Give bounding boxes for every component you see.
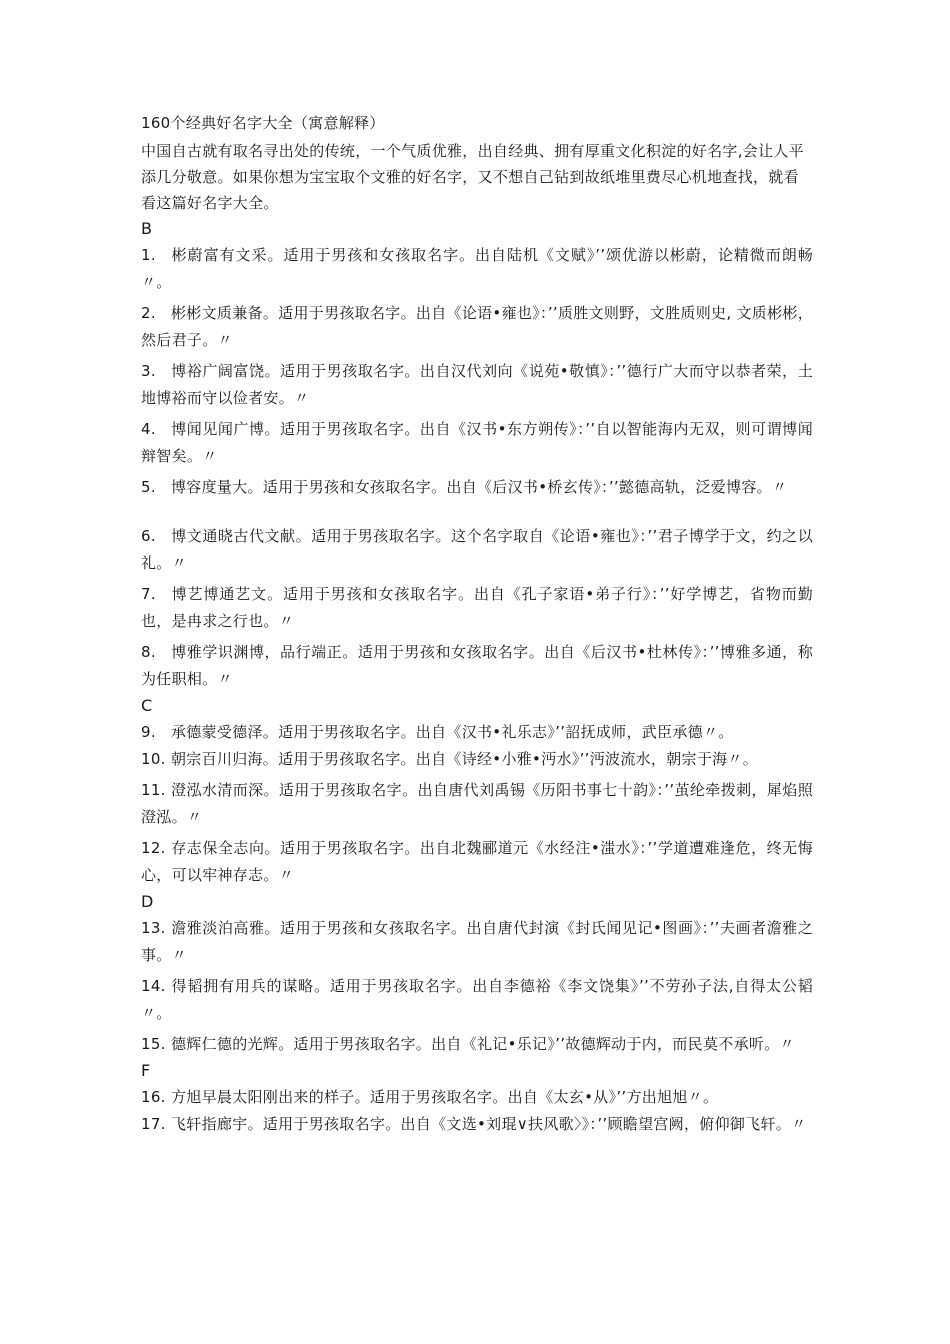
list-item <box>141 300 813 354</box>
section-letter-f: F <box>141 1061 151 1080</box>
list-item <box>141 1111 813 1138</box>
item-text: 博闻见闻广博。适用于男孩取名字。出自《汉书•东方朔传》：’’自以智能海内无双，则可谓博闻辩智矣。〃 <box>141 420 813 465</box>
list-item <box>141 242 813 296</box>
item-number: 6. <box>141 527 156 545</box>
item-number: 9. <box>141 723 156 741</box>
list-item <box>141 777 813 831</box>
item-text: 博裕广阔富饶。适用于男孩取名字。出自汉代刘向《说苑•敬慎》：’’德行广大而守以恭者荣，土地博裕而守以俭者安。〃 <box>141 362 813 407</box>
item-text: 飞轩指廊宇。适用于男孩取名字。出自《文选•刘琨∨扶风歌〉》：’’顾瞻望宫阙，俯仰御飞轩。〃 <box>171 1115 807 1133</box>
item-number: 11. <box>141 781 166 799</box>
list-item <box>141 915 813 969</box>
list-item <box>141 719 813 746</box>
item-number: 10. <box>141 750 166 768</box>
list-item <box>141 358 813 412</box>
item-number: 3. <box>141 362 156 380</box>
item-text: 存志保全志向。适用于男孩取名字。出自北魏郦道元《水经注•滍水》：’’学道遭难逢危，终无悔心，可以牢神存志。〃 <box>141 839 813 884</box>
section-letter-d: D <box>141 892 154 911</box>
item-number: 16. <box>141 1088 166 1106</box>
item-number: 15. <box>141 1035 166 1053</box>
item-text: 承德蒙受德泽。适用于男孩取名字。出自《汉书•礼乐志》’’詔抚成师，武臣承德〃。 <box>171 723 734 741</box>
item-number: 14. <box>141 977 166 995</box>
item-number: 13. <box>141 919 166 937</box>
item-number: 8. <box>141 643 156 661</box>
item-text: 方旭早晨太阳刚出来的样子。适用于男孩取名字。出自《太玄•从》’’方出旭旭〃。 <box>171 1088 719 1106</box>
item-number: 5. <box>141 478 156 496</box>
list-item <box>141 746 813 773</box>
list-item <box>141 474 813 501</box>
item-text: 得韬拥有用兵的谋略。适用于男孩取名字。出自李德裕《李文饶集》’’不劳孙子法,自得太公韬〃。 <box>141 977 813 1022</box>
item-text: 博文通晓古代文献。适用于男孩取名字。这个名字取自《论语•雍也》：’’君子博学于文，约之以礼。〃 <box>141 527 813 572</box>
list-item <box>141 1084 813 1111</box>
list-item <box>141 973 813 1027</box>
item-number: 17. <box>141 1115 166 1133</box>
item-text: 博容度量大。适用于男孩和女孩取名字。出自《后汉书•桥玄传》：’’懿德高轨，泛爱博容。〃 <box>171 478 788 496</box>
item-text: 彬彬文质兼备。适用于男孩取名字。出自《论语•雍也》：’’质胜文则野，文胜质则史, 文质彬彬，然后君子。〃 <box>141 304 813 349</box>
item-number: 2. <box>141 304 156 322</box>
document-title: 160个经典好名字大全（寓意解释） <box>141 114 385 132</box>
section-letter-c: C <box>141 696 153 715</box>
list-item <box>141 581 813 635</box>
item-text: 博雅学识渊博，品行端正。适用于男孩和女孩取名字。出自《后汉书•杜林传》：’’博雅多通，称为任职相。〃 <box>141 643 813 688</box>
list-item <box>141 416 813 470</box>
item-number: 4. <box>141 420 156 438</box>
item-number: 1. <box>141 246 156 264</box>
list-item <box>141 523 813 577</box>
item-text: 德辉仁德的光辉。适用于男孩取名字。出自《礼记•乐记》’’故德辉动于内，而民莫不承听。〃 <box>171 1035 795 1053</box>
item-text: 朝宗百川归海。适用于男孩取名字。出自《诗经•小雅•沔水》’’沔波流水，朝宗于海〃。 <box>171 750 759 768</box>
list-item <box>141 1031 813 1058</box>
item-number: 7. <box>141 585 156 603</box>
intro-paragraph: 中国自古就有取名寻出处的传统，一个气质优雅，出自经典、拥有厚重文化积淀的好名字,会让人平添几分敬意。如果你想为宝宝取个文雅的好名字，又不想自己钻到故纸堆里费尽心机地查找，就看看这篇好名字大全。 <box>141 142 804 212</box>
item-text: 博艺博通艺文。适用于男孩和女孩取名字。出自《孔子家语•弟子行》：’’好学博艺，省物而勤也，是冉求之行也。〃 <box>141 585 813 630</box>
list-item <box>141 639 813 693</box>
list-item <box>141 835 813 889</box>
item-text: 澄泓水清而深。适用于男孩取名字。出自唐代刘禹锡《历阳书事七十韵》：’’茧纶牵拨刺，犀焰照澄泓。〃 <box>141 781 813 826</box>
section-letter-b: B <box>141 219 152 238</box>
item-number: 12. <box>141 839 166 857</box>
document-page <box>141 110 813 1142</box>
item-text: 澹雅淡泊高雅。适用于男孩和女孩取名字。出自唐代封演《封氏闻见记•图画》：’’夫画者澹雅之事。〃 <box>141 919 813 964</box>
item-text: 彬蔚富有文采。适用于男孩和女孩取名字。出自陆机《文赋》’’颂优游以彬蔚，论精微而朗畅〃。 <box>141 246 813 291</box>
